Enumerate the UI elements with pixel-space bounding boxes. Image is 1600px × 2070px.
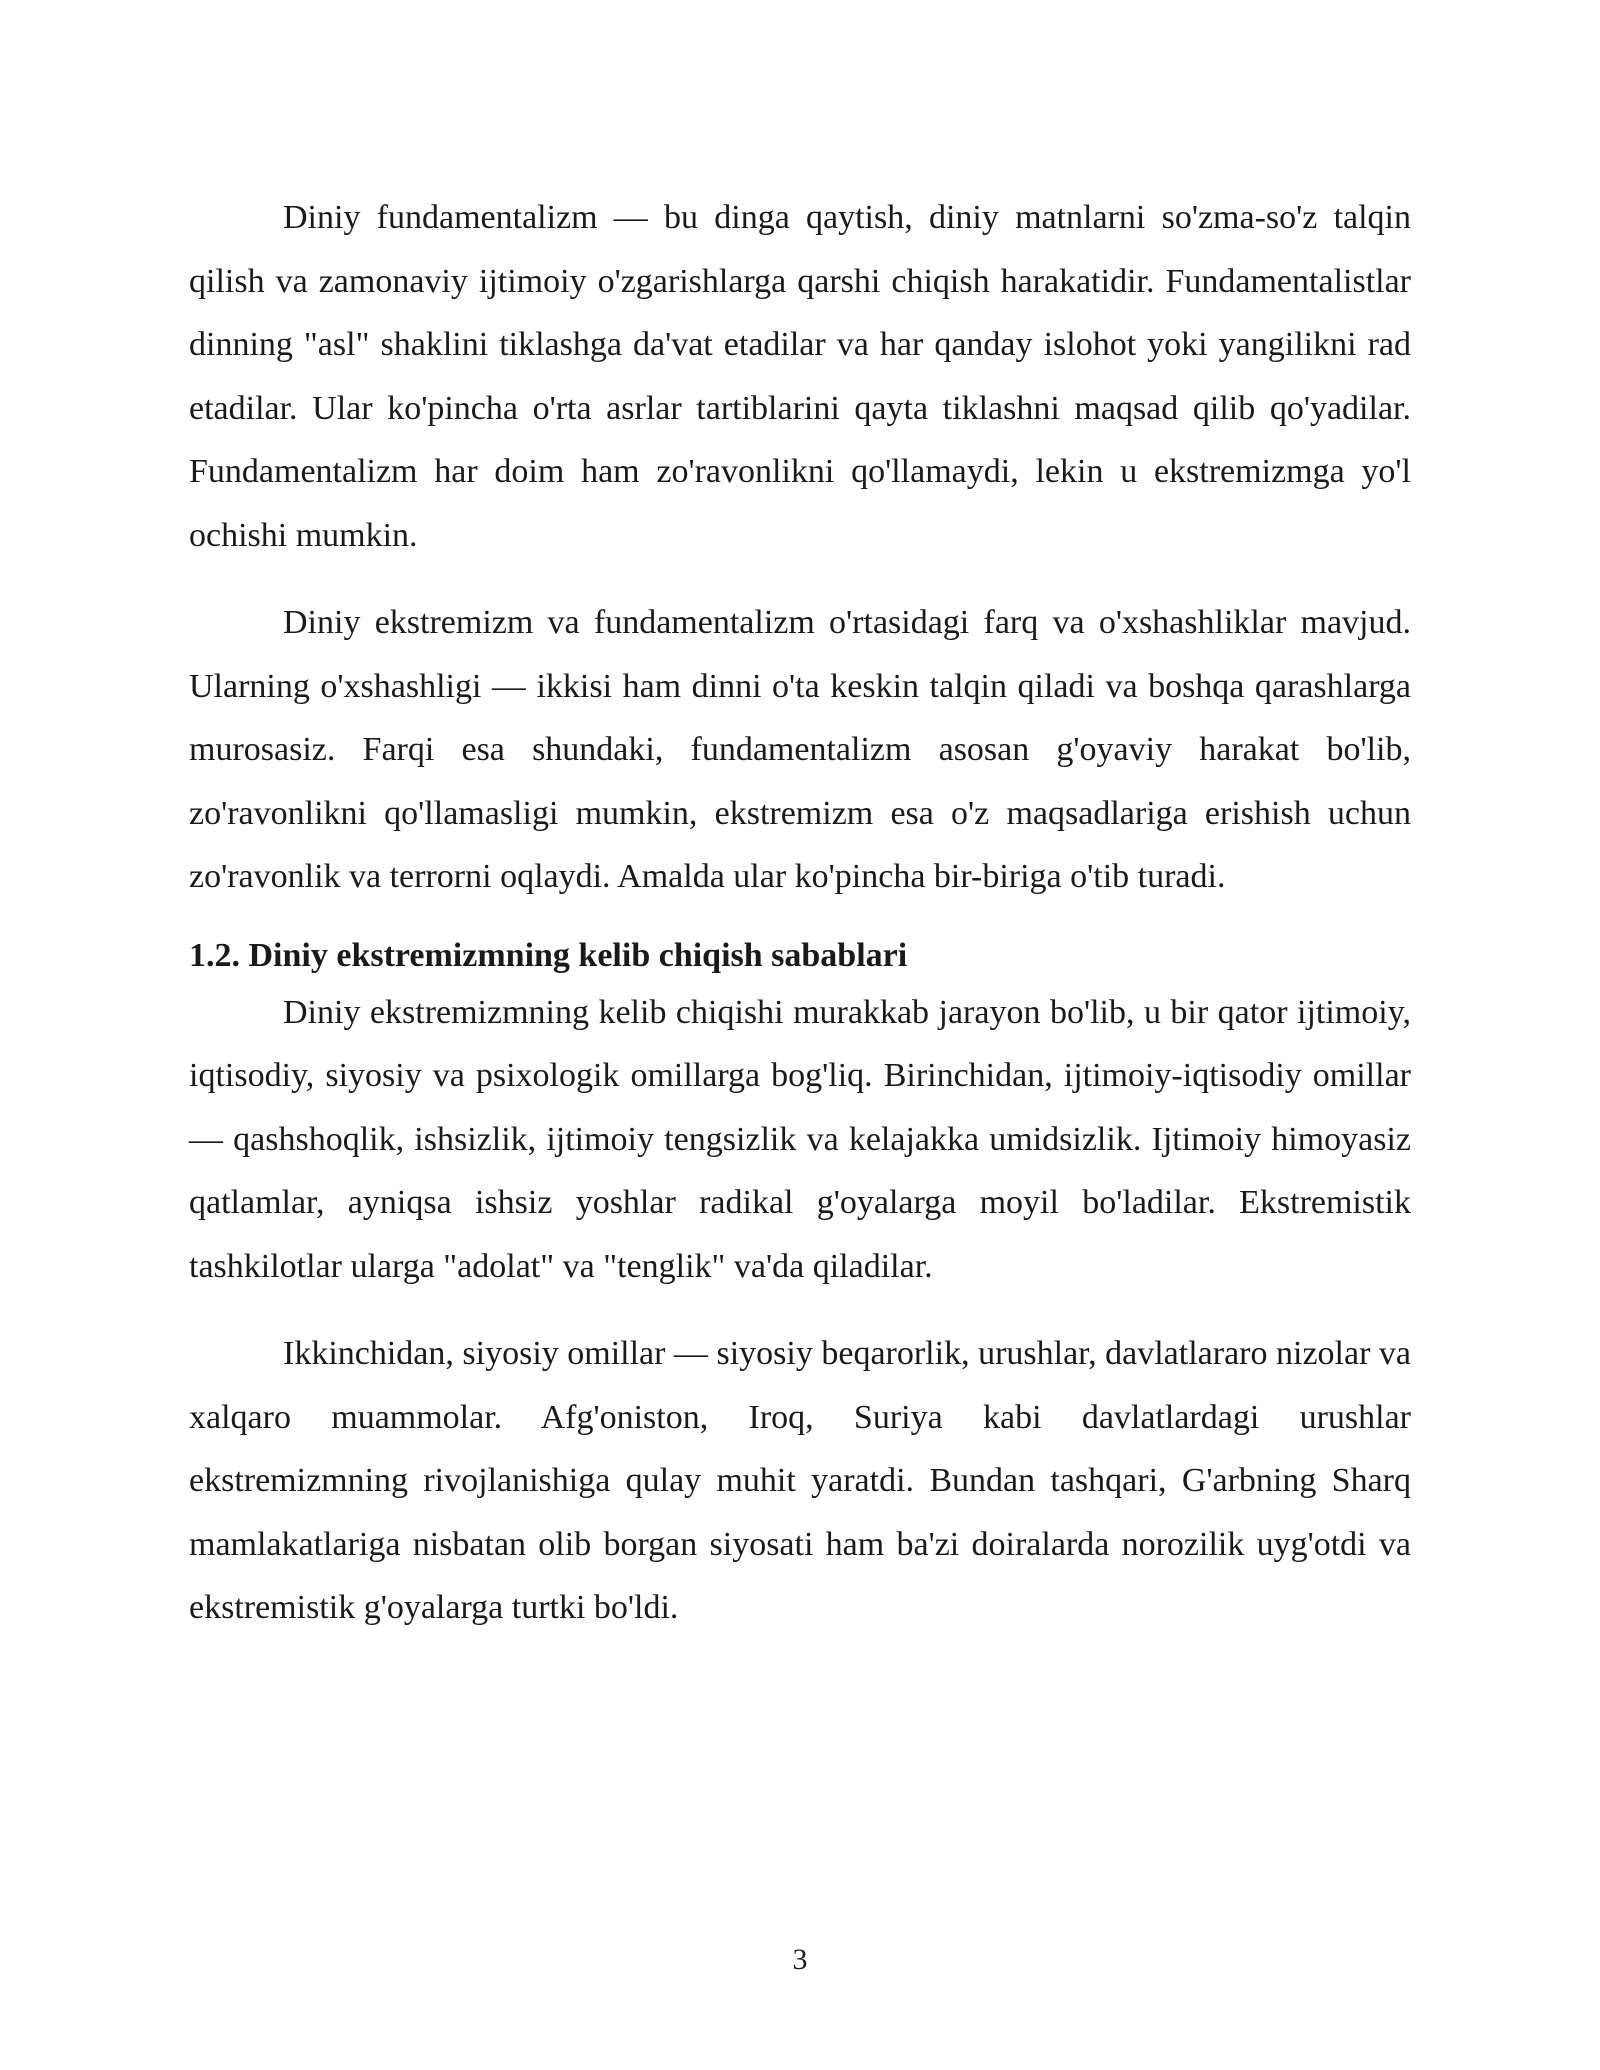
paragraph-socioeconomic-causes: Diniy ekstremizmning kelib chiqishi murakkab jarayon bo'lib, u bir qator ijtimoiy, iqtisodiy, siyosiy va psixologik omillarga bog'liq. Birinchidan, ijtimoiy-iqtisodiy omillar — qashshoqlik, ishsizlik, ijtimoiy tengsizlik va kelajakka umidsizlik. Ijtimoiy himoyasiz qatlamlar, ayniqsa ishsiz yoshlar radikal g'oyalarga moyil bo'ladilar. Ekstremistik tashkilotlar ularga "adolat" va "tenglik" va'da qiladilar. xyxy=(189,993,1411,1285)
paragraph-extremism-vs-fundamentalism: Diniy ekstremizm va fundamentalizm o'rtasidagi farq va o'xshashliklar mavjud. Ularning o'xshashligi — ikkisi ham dinni o'ta keskin talqin qiladi va boshqa qarashlarga murosasiz. Farqi esa shundaki, fundamentalizm asosan g'oyaviy harakat bo'lib, zo'ravonlikni qo'llamasligi mumkin, ekstremizm esa o'z maqsadlariga erishish uchun zo'ravonlik va terrorni oqlaydi. Amalda ular ko'pincha bir-biriga o'tib turadi. xyxy=(189,604,1411,895)
paragraph-political-causes: Ikkinchidan, siyosiy omillar — siyosiy beqarorlik, urushlar, davlatlararo nizolar va xalqaro muammolar. Afg'oniston, Iroq, Suriya kabi davlatlardagi urushlar ekstremizmning rivojlanishiga qulay muhit yaratdi. Bundan tashqari, G'arbning Sharq mamlakatlariga nisbatan olib borgan siyosati ham ba'zi doiralarda norozilik uyg'otdi va ekstremistik g'oyalarga turtki bo'ldi. xyxy=(189,1335,1411,1626)
section-heading: 1.2. Diniy ekstremizmning kelib chiqish sabablari xyxy=(189,936,908,974)
page-body xyxy=(189,186,1411,1640)
page-number: 3 xyxy=(792,1943,808,1976)
paragraph-fundamentalism-definition: Diniy fundamentalizm — bu dinga qaytish, diniy matnlarni so'zma-so'z talqin qilish va zamonaviy ijtimoiy o'zgarishlarga qarshi chiqish harakatidir. Fundamentalistlar dinning "asl" shaklini tiklashga da'vat etadilar va har qanday islohot yoki yangilikni rad etadilar. Ular ko'pincha o'rta asrlar tartiblarini qayta tiklashni maqsad qilib qo'yadilar. Fundamentalizm har doim ham zo'ravonlikni qo'llamaydi, lekin u ekstremizmga yo'l ochishi mumkin. xyxy=(189,199,1411,554)
